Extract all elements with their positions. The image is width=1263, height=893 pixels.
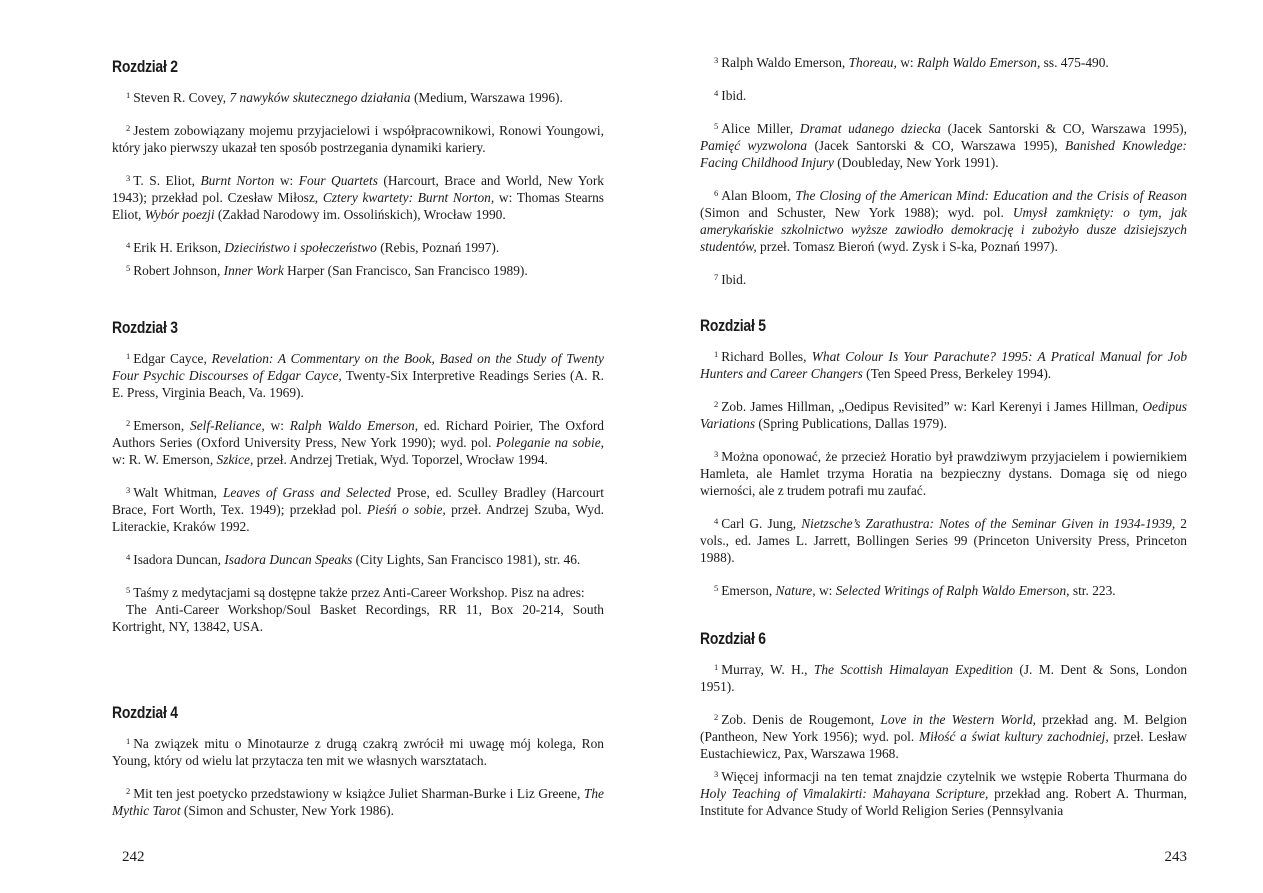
footnote: $^4$ Erik H. Erikson, Dzieciństwo i społeczeństwo (Rebis, Poznań 1997). [126, 240, 500, 255]
footnote-number: 2 [126, 123, 131, 133]
footnote: $^5$ Emerson, Nature, w: Selected Writings of Ralph Waldo Emerson, str. 223. [714, 583, 1116, 598]
chapter-4 [112, 703, 604, 833]
footnote-number: 4 [126, 240, 131, 250]
footnote: $^5$ Taśmy z medytacjami są dostępne także przez Anti-Career Workshop. Pisz na adres: The Anti-Career Workshop/Soul Basket Recordings, RR 11, Box 20-214, South Kortright, NY, 13842, USA. [112, 585, 604, 634]
footnote-number: 1 [126, 736, 131, 746]
chapter-heading: Rozdział 2 [112, 57, 178, 76]
footnote-number: 1 [714, 662, 719, 672]
footnote-number: 1 [714, 349, 719, 359]
footnote: $^2$ Zob. Denis de Rougemont, Love in the Western World, przekład ang. M. Belgion (Pantheon, New York 1956); wyd. pol. Miłość a świat kultury zachodniej, przeł. Lesław Eustachiewicz, Pax, Warszawa 1968. [700, 712, 1187, 761]
footnote: $^4$ Carl G. Jung, Nietzsche’s Zarathustra: Notes of the Seminar Given in 1934-1939, 2 vols., ed. James L. Jarrett, Bollingen Series 99 (Princeton University Press, Princeton 1988). [700, 516, 1187, 565]
footnote: $^3$ T. S. Eliot, Burnt Norton w: Four Quartets (Harcourt, Brace and World, New York 1943); przekład pol. Czesław Miłosz, Cztery kwartety: Burnt Norton, w: Thomas Stearns Eliot, Wybór poezji (Zakład Narodowy im. Ossolińskich), Wrocław 1990. [112, 173, 604, 222]
footnote: $^4$ Isadora Duncan, Isadora Duncan Speaks (City Lights, San Francisco 1981), str. 46. [126, 552, 581, 567]
right-page [700, 0, 1187, 893]
footnote: $^3$ Więcej informacji na ten temat znajdzie czytelnik we wstępie Roberta Thurmana do Holy Teaching of Vimalakirti: Mahayana Scripture, przekład ang. Robert A. Thurman, Institute for Advance Study of World Religion Series (Pennsylvania [700, 769, 1187, 818]
footnote-number: 7 [714, 272, 719, 282]
footnote-number: 4 [714, 516, 719, 526]
footnote: $^1$ Na związek mitu o Minotaurze z drugą czakrą zwrócił mi uwagę mój kolega, Ron Young, który od wielu lat przytacza ten mit we własnych warsztatach. [112, 736, 604, 768]
footnote-number: 3 [714, 449, 719, 459]
footnote: $^1$ Richard Bolles, What Colour Is Your Parachute? 1995: A Pratical Manual for Job Hunters and Career Changers (Ten Speed Press, Berkeley 1994). [700, 349, 1188, 381]
footnote-number: 5 [714, 583, 719, 593]
page-number: 242 [122, 849, 145, 865]
left-page [112, 0, 604, 893]
chapter-heading: Rozdział 5 [700, 316, 766, 335]
footnote-number: 3 [714, 769, 719, 779]
chapter-heading: Rozdział 4 [112, 703, 178, 722]
footnote-number: 3 [126, 485, 131, 495]
chapter-3 [112, 318, 604, 649]
footnote-number: 5 [126, 263, 131, 273]
chapter-heading: Rozdział 3 [112, 318, 178, 337]
chapter-4-continued [700, 52, 1187, 302]
footnote: $^2$ Zob. James Hillman, „Oedipus Revisited” w: Karl Kerenyi i James Hillman, Oedipus Variations (Spring Publications, Dallas 1979). [700, 399, 1187, 431]
footnote: $^3$ Walt Whitman, Leaves of Grass and Selected Prose, ed. Sculley Bradley (Harcourt Brace, Fort Worth, Tex. 1949); przekład pol. Pieśń o sobie, przeł. Andrzej Szuba, Wyd. Literackie, Kraków 1992. [112, 485, 604, 534]
footnote: $^3$ Można oponować, że przecież Horatio był prawdziwym przyjacielem i powiernikiem Hamleta, ale Hamlet trzyma Horatia na bezpieczny dystans. Domaga się od niego wierności, ale z trudem potrafi mu zaufać. [700, 449, 1187, 498]
footnote-number: 2 [714, 399, 719, 409]
page-number: 243 [1164, 849, 1187, 865]
footnote: $^2$ Emerson, Self-Reliance, w: Ralph Waldo Emerson, ed. Richard Poirier, The Oxford Authors Series (Oxford University Press, New York 1990); wyd. pol. Poleganie na sobie, w: R. W. Emerson, Szkice, przeł. Andrzej Tretiak, Wyd. Toporzel, Wrocław 1994. [112, 418, 604, 467]
footnote: $^3$ Ralph Waldo Emerson, Thoreau, w: Ralph Waldo Emerson, ss. 475-490. [714, 55, 1109, 70]
footnote-number: 5 [714, 121, 719, 131]
footnote-number: 4 [126, 552, 131, 562]
footnote: $^1$ Steven R. Covey, 7 nawyków skutecznego działania (Medium, Warszawa 1996). [126, 90, 563, 105]
footnote-number: 3 [126, 173, 131, 183]
footnote: $^5$ Robert Johnson, Inner Work Harper (San Francisco, San Francisco 1989). [126, 263, 528, 278]
footnote-number: 2 [126, 786, 131, 796]
chapter-2 [112, 57, 604, 293]
chapter-heading: Rozdział 6 [700, 629, 766, 648]
chapter-6 [700, 629, 1187, 833]
footnote-number: 3 [714, 55, 719, 65]
footnote-number: 4 [714, 88, 719, 98]
footnote: $^2$ Mit ten jest poetycko przedstawiony w książce Juliet Sharman-Burke i Liz Greene, The Mythic Tarot (Simon and Schuster, New York 1986). [112, 786, 604, 818]
chapter-5 [700, 316, 1187, 613]
footnote-number: 2 [714, 712, 719, 722]
footnote: $^6$ Alan Bloom, The Closing of the American Mind: Education and the Crisis of Reason (Simon and Schuster, New York 1988); wyd. pol. Umysł zamknięty: o tym, jak amerykańskie szkolnictwo wyższe zawiodło demokrację i zubożyło dusze dzisiejszych studentów, przeł. Tomasz Bieroń (wyd. Zysk i S-ka, Poznań 1997). [700, 188, 1187, 254]
footnote: $^1$ Edgar Cayce, Revelation: A Commentary on the Book, Based on the Study of Twenty Four Psychic Discourses of Edgar Cayce, Twenty-Six Interpretive Readings Series (A. R. E. Press, Virginia Beach, Va. 1969). [112, 351, 605, 400]
footnote-number: 1 [126, 90, 131, 100]
footnote: $^2$ Jestem zobowiązany mojemu przyjacielowi i współpracownikowi, Ronowi Youngowi, który jako pierwszy ukazał ten sposób postrzegania dynamiki kariery. [112, 123, 604, 155]
footnote: $^4$ Ibid. [714, 88, 747, 103]
footnote-number: 1 [126, 351, 131, 361]
footnote-number: 5 [126, 585, 131, 595]
footnote: $^5$ Alice Miller, Dramat udanego dziecka (Jacek Santorski & CO, Warszawa 1995), Pamięć wyzwolona (Jacek Santorski & CO, Warszawa 1995), Banished Knowledge: Facing Childhood Injury (Doubleday, New York 1991). [700, 121, 1187, 170]
footnote: $^7$ Ibid. [714, 272, 747, 287]
footnote-number: 2 [126, 418, 131, 428]
footnote-number: 6 [714, 188, 719, 198]
footnote: $^1$ Murray, W. H., The Scottish Himalayan Expedition (J. M. Dent & Sons, London 1951). [700, 662, 1188, 694]
